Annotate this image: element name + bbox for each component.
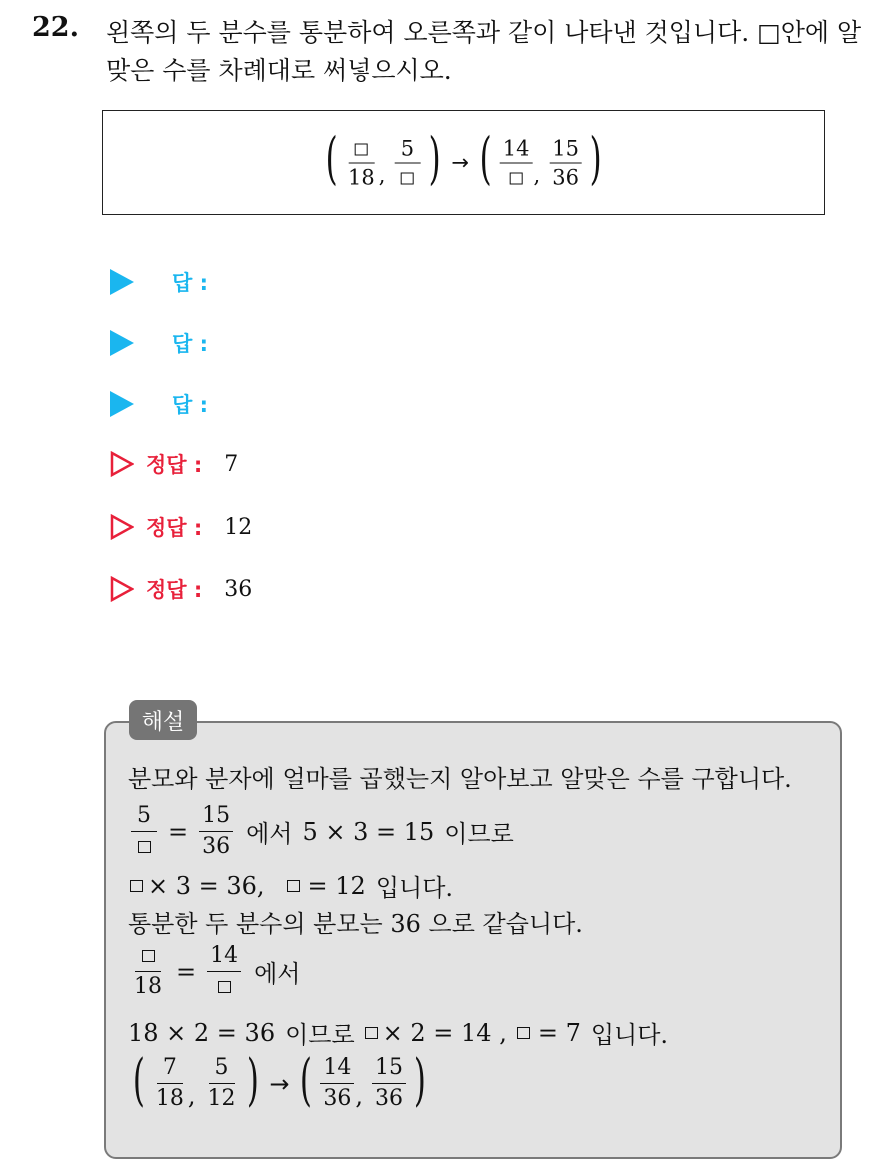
fraction	[207, 943, 241, 1000]
play-triangle-icon	[110, 269, 134, 295]
frac-num: 15	[549, 136, 582, 163]
open-paren: (	[300, 1047, 313, 1113]
math-expr: × 2 = 14 ,	[382, 1018, 507, 1047]
explanation-equation	[128, 943, 300, 1000]
math-expr: × 3 = 36,	[148, 871, 265, 900]
math-expr: = 7	[537, 1018, 581, 1047]
correct-value: 12	[224, 514, 253, 540]
correct-label: 정답 :	[146, 516, 203, 540]
frac-num: 14	[207, 943, 241, 972]
frac-den: 18	[155, 1086, 184, 1111]
frac-den: 36	[552, 165, 579, 189]
frac-den: 36	[202, 834, 231, 859]
answer-label: 답 :	[172, 271, 208, 295]
explanation-final	[128, 1047, 431, 1113]
fraction	[205, 1055, 239, 1112]
problem-box	[102, 110, 825, 215]
explanation-equation	[128, 1015, 668, 1050]
fraction	[131, 803, 157, 860]
text: 에서	[254, 960, 301, 988]
play-triangle-icon	[110, 330, 134, 356]
frac-den: 18	[134, 974, 162, 999]
text: 이므로	[444, 820, 514, 848]
text: 입니다.	[375, 874, 454, 902]
close-paren: )	[428, 126, 441, 192]
equals-sign: =	[176, 957, 197, 986]
frac-den: 18	[348, 165, 375, 189]
correct-value: 7	[224, 451, 239, 477]
explanation-equation	[128, 803, 514, 860]
open-paren: (	[325, 126, 338, 192]
fraction	[549, 136, 582, 189]
frac-den: 36	[323, 1086, 352, 1111]
correct-value: 36	[224, 576, 253, 602]
fraction	[320, 1055, 354, 1112]
correct-answer-row	[110, 507, 252, 547]
answer-row	[110, 384, 208, 424]
correct-label: 정답 :	[146, 578, 203, 602]
comma: ,	[533, 163, 541, 187]
explanation-line: 통분한 두 분수의 분모는 36 으로 같습니다.	[128, 910, 583, 938]
close-paren: )	[589, 126, 602, 192]
frac-num: 5	[209, 1055, 235, 1084]
correct-label: 정답 :	[146, 453, 203, 477]
answer-label: 답 :	[172, 393, 208, 417]
fraction	[345, 136, 378, 189]
fraction	[372, 1055, 406, 1112]
text: 에서	[246, 820, 293, 848]
equals-sign: =	[168, 817, 189, 846]
play-triangle-icon	[110, 391, 134, 417]
correct-answer-row	[110, 569, 252, 609]
comma: ,	[378, 163, 386, 187]
explanation-tag: 해설	[129, 700, 197, 740]
blank-square	[394, 163, 420, 189]
outline-triangle-icon	[110, 576, 134, 602]
blank-square	[365, 1027, 378, 1039]
comma: ,	[187, 1082, 196, 1110]
open-paren: (	[132, 1047, 145, 1113]
right-arrow-icon: →	[269, 1069, 290, 1098]
correct-answer-row	[110, 444, 238, 484]
problem-expression	[320, 126, 607, 192]
blank-square	[287, 880, 300, 892]
answer-row	[110, 262, 208, 302]
frac-num: 7	[157, 1055, 183, 1084]
frac-num: 5	[394, 136, 420, 163]
question-number: 22.	[32, 12, 79, 43]
math-expr: 5 × 3 = 15	[302, 817, 435, 846]
close-paren: )	[246, 1047, 259, 1113]
close-paren: )	[413, 1047, 426, 1113]
open-paren: (	[479, 126, 492, 192]
text: 입니다.	[590, 1021, 669, 1049]
frac-num: 14	[500, 136, 533, 163]
frac-num: 5	[131, 803, 157, 832]
fraction	[500, 136, 533, 189]
answer-row	[110, 323, 208, 363]
frac-num: 14	[320, 1055, 354, 1084]
answer-label: 답 :	[172, 332, 208, 356]
text: 이므로	[285, 1021, 355, 1049]
blank-square	[517, 1027, 530, 1039]
blank-square	[135, 943, 161, 972]
blank-square	[131, 832, 157, 860]
fraction	[131, 943, 165, 1000]
blank-square	[503, 163, 529, 189]
frac-num: 15	[199, 803, 233, 832]
blank-square	[130, 880, 143, 892]
explanation-line: 분모와 분자에 얼마를 곱했는지 알아보고 알맞은 수를 구합니다.	[128, 765, 792, 793]
frac-den: 12	[207, 1086, 236, 1111]
comma: ,	[355, 1082, 363, 1110]
fraction	[153, 1055, 187, 1112]
fraction	[394, 136, 420, 189]
right-arrow-icon: →	[451, 150, 469, 175]
math-expr: 18 × 2 = 36	[128, 1018, 276, 1047]
math-expr: = 12	[307, 871, 366, 900]
explanation-equation	[128, 868, 453, 903]
blank-square	[211, 972, 237, 1000]
outline-triangle-icon	[110, 514, 134, 540]
outline-triangle-icon	[110, 451, 134, 477]
blank-square	[348, 136, 374, 163]
fraction	[199, 803, 233, 860]
frac-num: 15	[372, 1055, 406, 1084]
question-text: 왼쪽의 두 분수를 통분하여 오른쪽과 같이 나타낸 것입니다. □안에 알맞은 수를 차례대로 써넣으시오.	[106, 18, 862, 85]
frac-den: 36	[374, 1086, 403, 1111]
